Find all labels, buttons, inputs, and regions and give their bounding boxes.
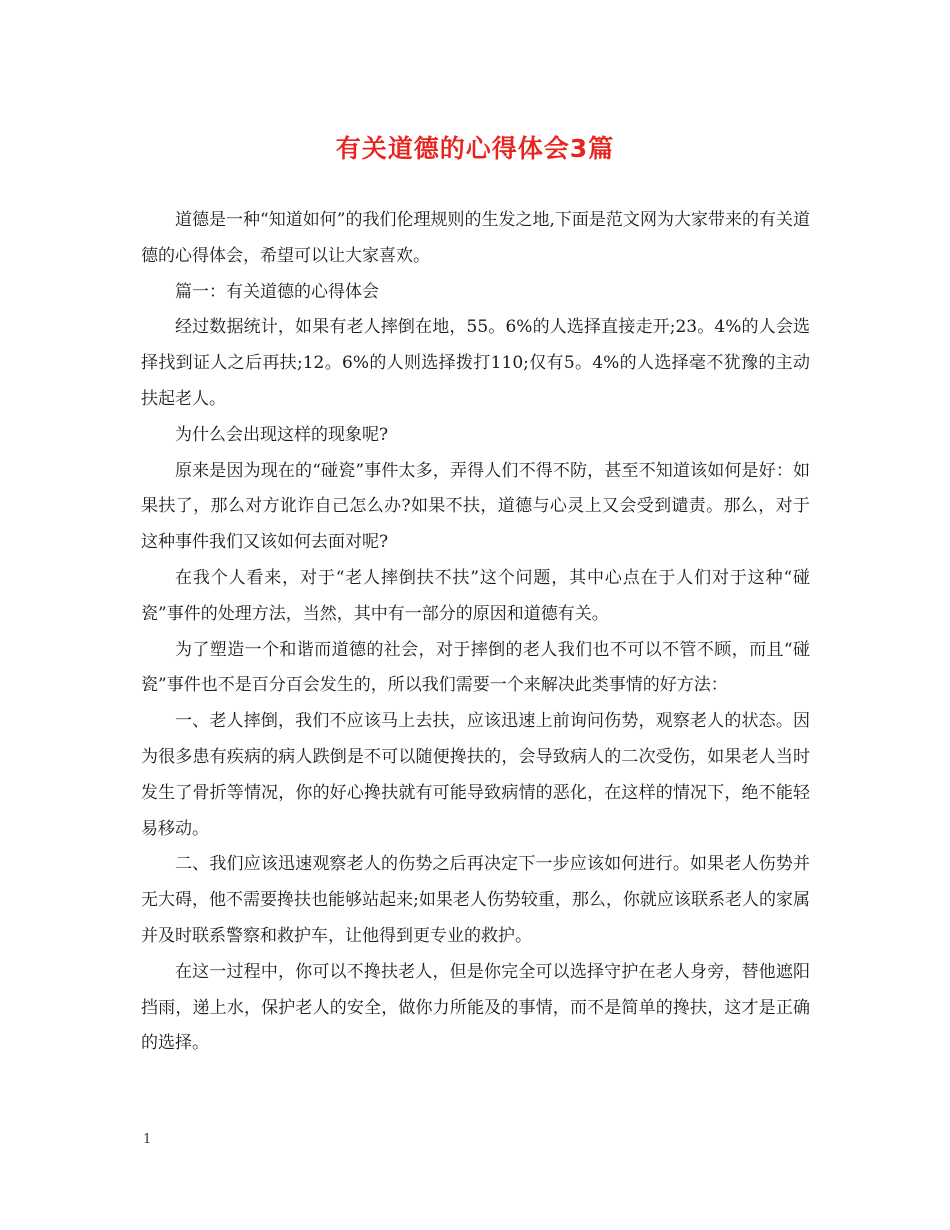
- paragraph-statistics: 经过数据统计，如果有老人摔倒在地，55。6%的人选择直接走开;23。4%的人会选择找到证人之后再扶;12。6%的人则选择拨打110;仅有5。4%的人选择毫不犹豫的主动扶起老人。: [141, 317, 810, 409]
- page-number: 1: [143, 1132, 152, 1147]
- paragraph-conclusion: 在这一过程中，你可以不搀扶老人，但是你完全可以选择守护在老人身旁，替他遮阳挡雨，递上水，保护老人的安全，做你力所能及的事情，而不是简单的搀扶，这才是正确的选择。: [141, 961, 810, 1054]
- paragraph-intro: 道德是一种“知道如何”的我们伦理规则的生发之地,下面是范文网为大家带来的有关道德的心得体会，希望可以让大家喜欢。: [141, 210, 810, 266]
- paragraph-method-one: 一、老人摔倒，我们不应该马上去扶，应该迅速上前询问伤势，观察老人的状态。因为很多患有疾病的病人跌倒是不可以随便搀扶的，会导致病人的二次受伤，如果老人当时发生了骨折等情况，你的好心搀扶就有可能导致病情的恶化，在这样的情况下，绝不能轻易移动。: [141, 711, 810, 839]
- paragraph-method-two: 二、我们应该迅速观察老人的伤势之后再决定下一步应该如何进行。如果老人伤势并无大碍，他不需要搀扶也能够站起来;如果老人伤势较重，那么，你就应该联系老人的家属并及时联系警察和救护车，让他得到更专业的救护。: [141, 854, 810, 946]
- document-body: [141, 203, 810, 1062]
- paragraph-question: 为什么会出现这样的现象呢?: [175, 424, 389, 445]
- section-heading: 篇一：有关道德的心得体会: [175, 281, 379, 302]
- paragraph-method-intro: 为了塑造一个和谐而道德的社会，对于摔倒的老人我们也不可以不管不顾，而且“碰瓷”事件也不是百分百会发生的，所以我们需要一个来解决此类事情的好方法：: [141, 639, 810, 696]
- paragraph-opinion: 在我个人看来，对于“老人摔倒扶不扶”这个问题，其中心点在于人们对于这种“碰瓷”事件的处理方法，当然，其中有一部分的原因和道德有关。: [141, 567, 810, 624]
- document-title: 有关道德的心得体会3篇: [335, 134, 615, 163]
- paragraph-reason: 原来是因为现在的“碰瓷”事件太多，弄得人们不得不防，甚至不知道该如何是好：如果扶了，那么对方讹诈自己怎么办?如果不扶，道德与心灵上又会受到谴责。那么，对于这种事件我们又该如何去面对呢?: [141, 460, 810, 553]
